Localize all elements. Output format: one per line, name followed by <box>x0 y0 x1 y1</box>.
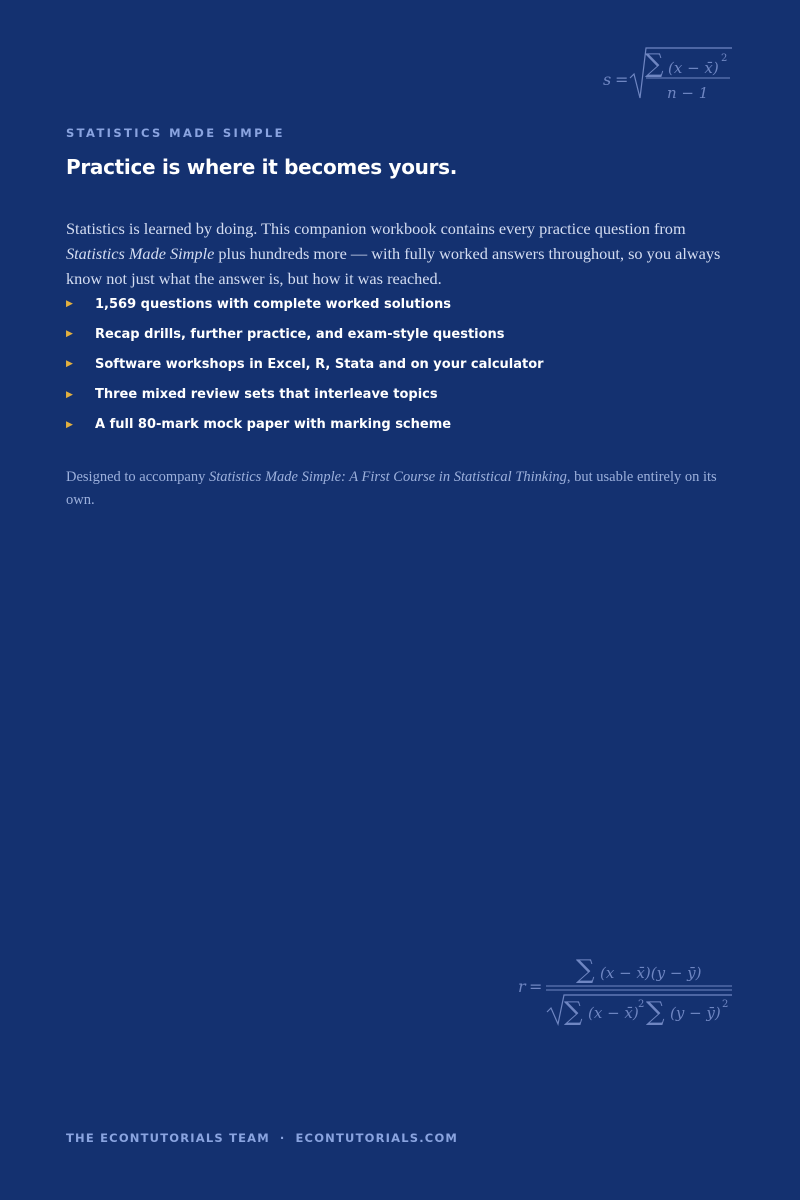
intro-book-title: Statistics Made Simple <box>66 244 215 264</box>
r-num-sigma: ∑ <box>576 955 595 985</box>
sd-denominator: n − 1 <box>667 84 709 102</box>
sd-numerator: (x − x̄) <box>668 59 719 77</box>
page-title: Practice is where it becomes yours. <box>66 155 458 179</box>
footer-site: ECONTUTORIALS.COM <box>295 1131 459 1145</box>
feature-item <box>66 349 746 379</box>
r-equals: = <box>529 977 543 996</box>
footer-separator: · <box>279 1131 286 1145</box>
triangle-bullet-icon: ▶ <box>66 329 73 340</box>
sd-sigma: ∑ <box>645 49 664 79</box>
r-den-y: (y − ȳ) <box>670 1004 721 1022</box>
r-den-x: (x − x̄) <box>588 1004 639 1022</box>
r-lhs: r <box>518 977 526 996</box>
sd-equals: = <box>615 70 629 89</box>
note-text-1: Designed to accompany <box>66 468 209 485</box>
intro-text-1: Statistics is learned by doing. This companion workbook contains every practice question from <box>66 219 686 239</box>
footer <box>66 1131 458 1145</box>
triangle-bullet-icon: ▶ <box>66 389 73 400</box>
triangle-bullet-icon: ▶ <box>66 359 73 370</box>
standard-deviation-formula <box>600 42 740 104</box>
feature-item <box>66 380 746 410</box>
companion-note <box>66 466 736 512</box>
intro-text-2: plus hundreds more — with fully worked answers throughout, so you always know not just what the answer is, but how it was reached. <box>66 244 721 289</box>
r-den-exp-y: 2 <box>722 999 729 1010</box>
feature-text: Software workshops in Excel, R, Stata and on your calculator <box>95 356 544 372</box>
footer-team: THE ECONTUTORIALS TEAM <box>66 1131 270 1145</box>
intro-paragraph <box>66 216 736 291</box>
feature-item <box>66 410 746 440</box>
sd-lhs: s <box>603 70 612 89</box>
feature-text: Three mixed review sets that interleave topics <box>95 387 438 403</box>
triangle-bullet-icon: ▶ <box>66 299 73 310</box>
feature-text: 1,569 questions with complete worked solutions <box>95 296 451 312</box>
feature-text: Recap drills, further practice, and exam-style questions <box>95 326 505 342</box>
note-text-2: , but usable entirely on its own. <box>66 468 717 508</box>
feature-text: A full 80-mark mock paper with marking scheme <box>95 417 452 433</box>
r-numerator: (x − x̄)(y − ȳ) <box>600 964 702 982</box>
r-den-exp-x: 2 <box>638 999 645 1010</box>
triangle-bullet-icon: ▶ <box>66 419 73 430</box>
r-den-sigma-x: ∑ <box>564 997 583 1027</box>
feature-item <box>66 319 746 349</box>
sd-exponent: 2 <box>721 53 728 64</box>
note-book-title: Statistics Made Simple: A First Course in Statistical Thinking <box>208 468 567 485</box>
correlation-formula <box>516 952 740 1028</box>
r-den-sigma-y: ∑ <box>646 997 665 1027</box>
feature-item <box>66 289 746 319</box>
series-eyebrow: STATISTICS MADE SIMPLE <box>66 126 285 140</box>
feature-list <box>66 289 746 440</box>
